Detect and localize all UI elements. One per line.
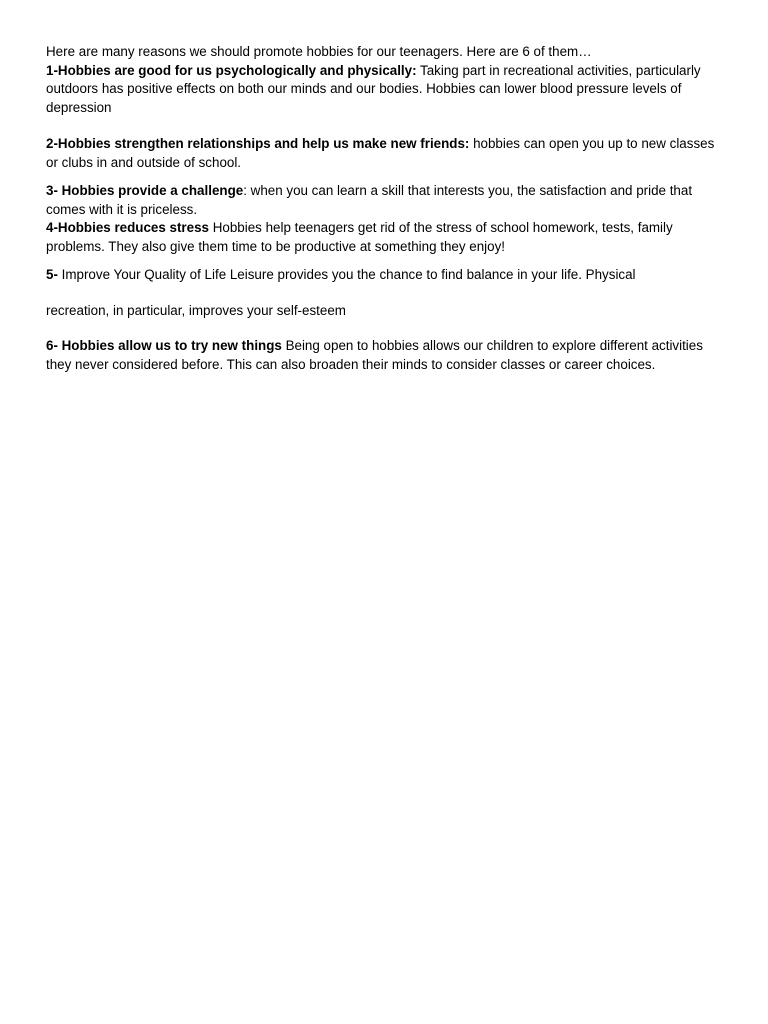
intro-paragraph [46,43,726,62]
reason-6-paragraph [46,337,726,374]
intro-text-value: Here are many reasons we should promote hobbies for our teenagers. Here are 6 of them… [46,44,592,59]
reason-1-paragraph [46,62,726,118]
reason-2-paragraph [46,135,726,172]
reason-6-heading: 6- Hobbies allow us to try new things [46,338,282,353]
reason-3-paragraph [46,182,726,219]
reason-3-body: : when you can learn a skill that interests you, the satisfaction and pride that comes with it is priceless. [46,183,693,217]
reason-1-body: Taking part in recreational activities, particularly outdoors has positive effects on both our minds and our bodies. Hobbies can lower blood pressure levels of depression [46,62,701,115]
reason-4-heading: 4-Hobbies reduces stress [46,220,209,235]
reason-4-body: Hobbies help teenagers get rid of the stress of school homework, tests, family problems. They also give them time to be productive at something they enjoy! [46,220,673,254]
reason-5-continuation-text: recreation, in particular, improves your self-esteem [46,302,346,318]
reason-5-heading: 5- [46,267,58,282]
reason-4-paragraph [46,219,726,256]
reason-5-paragraph [46,266,726,285]
document-body [46,43,726,374]
reason-5-continuation [46,302,726,321]
reason-2-heading: 2-Hobbies strengthen relationships and help us make new friends: [46,136,470,151]
reason-5-body: Improve Your Quality of Life Leisure provides you the chance to find balance in your life. Physical [57,267,636,282]
reason-6-body: Being open to hobbies allows our children to explore different activities they never considered before. This can also broaden their minds to consider classes or career choices. [46,338,703,372]
reason-1-heading: 1-Hobbies are good for us psychologically and physically: [46,62,417,78]
reason-3-heading: 3- Hobbies provide a challenge [46,183,244,198]
reason-2-body: hobbies can open you up to new classes or clubs in and outside of school. [46,136,715,170]
